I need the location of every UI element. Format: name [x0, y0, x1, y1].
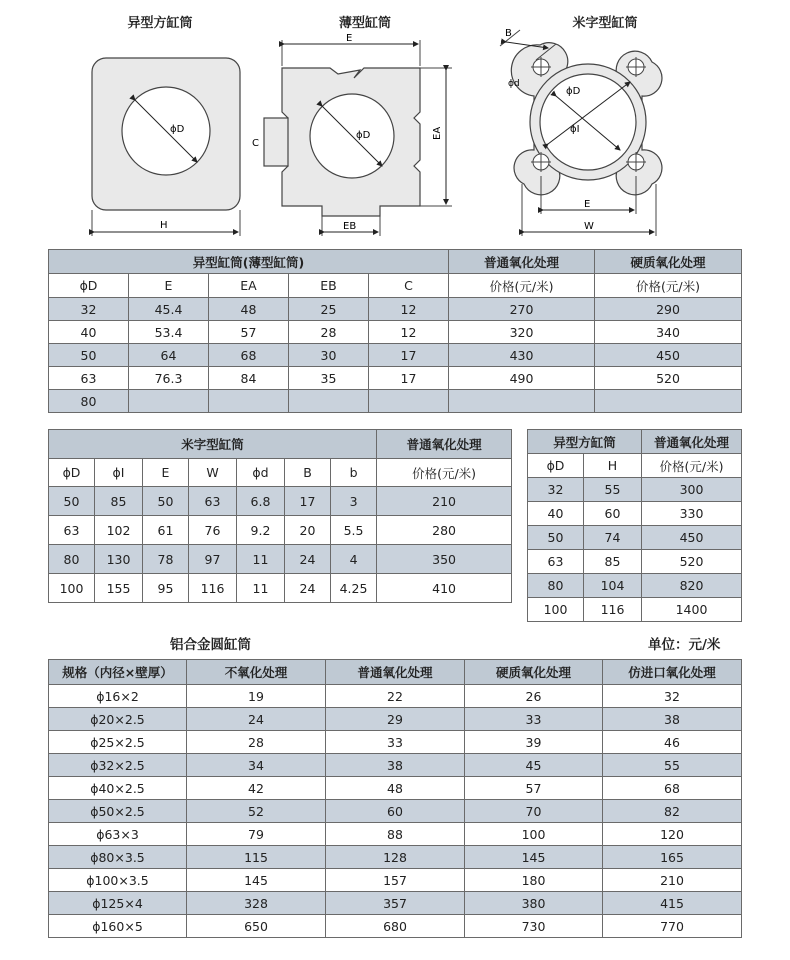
table-cell: 53.4: [129, 321, 209, 344]
square-profile-diagram: [92, 58, 240, 236]
table-cell: 100: [49, 574, 95, 603]
table-row: [528, 526, 742, 550]
table-cell: 80: [528, 574, 584, 598]
table-cell: 730: [465, 915, 603, 938]
table-cell: 97: [189, 545, 237, 574]
table-cell: 30: [289, 344, 369, 367]
column-header: ϕD: [49, 274, 129, 298]
thin-table-price-header-hard: 硬质氧化处理: [595, 250, 742, 274]
thin-diameter-label: ϕD: [356, 130, 371, 141]
column-header: 价格(元/米): [449, 274, 595, 298]
table-cell: 520: [642, 550, 742, 574]
table-cell: 76: [189, 516, 237, 545]
table-cell: ϕ50×2.5: [49, 800, 187, 823]
cylinder-diagrams: [0, 0, 790, 245]
column-header: C: [369, 274, 449, 298]
table-cell: 33: [326, 731, 465, 754]
table-cell: 78: [143, 545, 189, 574]
table-cell: 45.4: [129, 298, 209, 321]
table-cell: 104: [584, 574, 642, 598]
table-cell: ϕ80×3.5: [49, 846, 187, 869]
star-e-label: E: [584, 199, 591, 210]
table-row: [49, 516, 512, 545]
table-cell: 270: [449, 298, 595, 321]
table-cell: ϕ40×2.5: [49, 777, 187, 800]
table-cell: 50: [49, 344, 129, 367]
table-cell: 350: [377, 545, 512, 574]
table-row: [49, 777, 742, 800]
table-cell: [595, 390, 742, 413]
table-row: [49, 321, 742, 344]
table-cell: 9.2: [237, 516, 285, 545]
table-cell: ϕ100×3.5: [49, 869, 187, 892]
table-cell: 430: [449, 344, 595, 367]
star-cylinder-table: [48, 429, 512, 603]
table-cell: 61: [143, 516, 189, 545]
star-small-d-label: ϕd: [508, 79, 520, 89]
square-h-label: H: [160, 220, 168, 231]
table-cell: 60: [326, 800, 465, 823]
table-cell: 40: [49, 321, 129, 344]
thin-eb-label: EB: [343, 221, 357, 232]
star-diameter-label: ϕD: [566, 86, 581, 97]
table-cell: 42: [187, 777, 326, 800]
table-row: [49, 545, 512, 574]
table-row: [528, 574, 742, 598]
table-cell: 180: [465, 869, 603, 892]
table-row: [49, 915, 742, 938]
table-cell: 155: [95, 574, 143, 603]
star-profile-diagram: [500, 28, 662, 236]
table-cell: 60: [584, 502, 642, 526]
column-header: EB: [289, 274, 369, 298]
table-cell: 70: [465, 800, 603, 823]
table-row: [49, 892, 742, 915]
table-cell: 120: [603, 823, 742, 846]
table-cell: [449, 390, 595, 413]
table-cell: 24: [285, 545, 331, 574]
table-cell: 32: [49, 298, 129, 321]
table-cell: 74: [584, 526, 642, 550]
table-cell: 11: [237, 545, 285, 574]
table-cell: 3: [331, 487, 377, 516]
table-cell: 64: [129, 344, 209, 367]
star-b-label: B: [505, 28, 512, 39]
table-cell: 57: [465, 777, 603, 800]
table-cell: [289, 390, 369, 413]
table-cell: 100: [528, 598, 584, 622]
column-header: 硬质氧化处理: [465, 660, 603, 685]
table-cell: 85: [95, 487, 143, 516]
table-cell: 63: [528, 550, 584, 574]
square-table-group-header: 异型方缸筒: [528, 430, 642, 454]
star-i-label: ϕI: [570, 124, 580, 135]
table-row: [49, 390, 742, 413]
table-cell: 38: [326, 754, 465, 777]
table-cell: 450: [642, 526, 742, 550]
table-cell: ϕ63×3: [49, 823, 187, 846]
table-cell: 157: [326, 869, 465, 892]
table-cell: 68: [209, 344, 289, 367]
table-cell: 55: [603, 754, 742, 777]
table-row: [49, 823, 742, 846]
column-header: E: [129, 274, 209, 298]
column-header: B: [285, 459, 331, 487]
column-header: 普通氧化处理: [326, 660, 465, 685]
thin-ea-label: EA: [432, 126, 443, 140]
table-cell: 24: [285, 574, 331, 603]
table-cell: 29: [326, 708, 465, 731]
table-cell: 415: [603, 892, 742, 915]
table-cell: 19: [187, 685, 326, 708]
table-cell: 650: [187, 915, 326, 938]
star-table-price-header: 普通氧化处理: [377, 430, 512, 459]
table-cell: 820: [642, 574, 742, 598]
column-header: H: [584, 454, 642, 478]
star-w-label: W: [584, 221, 594, 232]
round-cylinder-title: 铝合金圆缸筒: [170, 637, 251, 653]
table-cell: ϕ25×2.5: [49, 731, 187, 754]
table-cell: 63: [189, 487, 237, 516]
thin-table-price-header-normal: 普通氧化处理: [449, 250, 595, 274]
table-row: [49, 487, 512, 516]
table-cell: 116: [584, 598, 642, 622]
table-row: [49, 344, 742, 367]
table-cell: 40: [528, 502, 584, 526]
table-row: [49, 800, 742, 823]
table-cell: 490: [449, 367, 595, 390]
table-row: [49, 708, 742, 731]
table-cell: 48: [209, 298, 289, 321]
table-cell: 84: [209, 367, 289, 390]
table-cell: 4.25: [331, 574, 377, 603]
table-cell: 80: [49, 390, 129, 413]
column-header: b: [331, 459, 377, 487]
table-cell: 380: [465, 892, 603, 915]
table-row: [49, 367, 742, 390]
square-diagram-title: 异型方缸筒: [127, 16, 193, 31]
table-row: [49, 754, 742, 777]
table-row: [49, 685, 742, 708]
table-row: [528, 478, 742, 502]
table-cell: 300: [642, 478, 742, 502]
table-cell: 79: [187, 823, 326, 846]
table-cell: [209, 390, 289, 413]
table-cell: 410: [377, 574, 512, 603]
table-cell: [129, 390, 209, 413]
table-cell: 520: [595, 367, 742, 390]
thin-table-group-header: 异型缸筒(薄型缸筒): [49, 250, 449, 274]
table-cell: 85: [584, 550, 642, 574]
table-cell: 145: [465, 846, 603, 869]
thin-e-label: E: [346, 33, 353, 44]
star-diagram-title: 米字型缸筒: [572, 16, 638, 31]
round-cylinder-table: [48, 659, 742, 938]
table-cell: 340: [595, 321, 742, 344]
column-header: ϕD: [528, 454, 584, 478]
table-cell: 57: [209, 321, 289, 344]
table-cell: 82: [603, 800, 742, 823]
table-cell: ϕ125×4: [49, 892, 187, 915]
table-cell: 145: [187, 869, 326, 892]
column-header: W: [189, 459, 237, 487]
table-cell: 55: [584, 478, 642, 502]
table-row: [49, 574, 512, 603]
table-cell: 38: [603, 708, 742, 731]
table-cell: 20: [285, 516, 331, 545]
column-header: EA: [209, 274, 289, 298]
table-cell: 63: [49, 367, 129, 390]
table-cell: 1400: [642, 598, 742, 622]
table-cell: ϕ32×2.5: [49, 754, 187, 777]
table-row: [528, 598, 742, 622]
table-cell: 48: [326, 777, 465, 800]
column-header: ϕd: [237, 459, 285, 487]
table-cell: 26: [465, 685, 603, 708]
table-cell: 39: [465, 731, 603, 754]
table-cell: 320: [449, 321, 595, 344]
table-cell: ϕ20×2.5: [49, 708, 187, 731]
table-cell: ϕ16×2: [49, 685, 187, 708]
thin-cylinder-table: [48, 249, 742, 413]
table-cell: 32: [528, 478, 584, 502]
table-cell: 11: [237, 574, 285, 603]
table-cell: [369, 390, 449, 413]
table-cell: 22: [326, 685, 465, 708]
column-header: E: [143, 459, 189, 487]
thin-diagram-title: 薄型缸筒: [338, 16, 391, 31]
table-cell: 88: [326, 823, 465, 846]
table-cell: 80: [49, 545, 95, 574]
table-cell: 25: [289, 298, 369, 321]
table-cell: 4: [331, 545, 377, 574]
table-cell: 17: [369, 344, 449, 367]
table-cell: 210: [603, 869, 742, 892]
unit-label: 单位：元/米: [648, 637, 721, 653]
column-header: 不氧化处理: [187, 660, 326, 685]
table-cell: 17: [369, 367, 449, 390]
square-diameter-label: ϕD: [170, 124, 185, 135]
table-cell: 770: [603, 915, 742, 938]
table-cell: 116: [189, 574, 237, 603]
thin-c-label: C: [252, 138, 259, 149]
column-header: 价格(元/米): [377, 459, 512, 487]
table-cell: 45: [465, 754, 603, 777]
table-cell: 32: [603, 685, 742, 708]
table-cell: 24: [187, 708, 326, 731]
table-row: [49, 846, 742, 869]
column-header: 规格（内径×壁厚）: [49, 660, 187, 685]
table-cell: 35: [289, 367, 369, 390]
table-cell: 50: [49, 487, 95, 516]
column-header: ϕD: [49, 459, 95, 487]
column-header: 价格(元/米): [642, 454, 742, 478]
table-cell: 102: [95, 516, 143, 545]
table-cell: 63: [49, 516, 95, 545]
table-cell: 28: [187, 731, 326, 754]
table-cell: 12: [369, 298, 449, 321]
thin-profile-diagram: [252, 33, 452, 236]
table-row: [49, 869, 742, 892]
table-cell: 95: [143, 574, 189, 603]
column-header: 仿进口氧化处理: [603, 660, 742, 685]
table-cell: 5.5: [331, 516, 377, 545]
table-cell: 210: [377, 487, 512, 516]
table-row: [528, 550, 742, 574]
table-cell: 46: [603, 731, 742, 754]
table-cell: 76.3: [129, 367, 209, 390]
column-header: 价格(元/米): [595, 274, 742, 298]
table-row: [49, 298, 742, 321]
table-row: [49, 731, 742, 754]
table-cell: 357: [326, 892, 465, 915]
column-header: ϕI: [95, 459, 143, 487]
table-cell: 52: [187, 800, 326, 823]
table-cell: 115: [187, 846, 326, 869]
table-cell: 680: [326, 915, 465, 938]
table-cell: 330: [642, 502, 742, 526]
table-cell: 6.8: [237, 487, 285, 516]
table-cell: 34: [187, 754, 326, 777]
table-cell: 28: [289, 321, 369, 344]
table-cell: 33: [465, 708, 603, 731]
table-row: [528, 502, 742, 526]
table-cell: 328: [187, 892, 326, 915]
table-cell: 450: [595, 344, 742, 367]
table-cell: 68: [603, 777, 742, 800]
table-cell: 100: [465, 823, 603, 846]
table-cell: 50: [143, 487, 189, 516]
table-cell: 165: [603, 846, 742, 869]
table-cell: ϕ160×5: [49, 915, 187, 938]
table-cell: 290: [595, 298, 742, 321]
table-cell: 130: [95, 545, 143, 574]
table-cell: 50: [528, 526, 584, 550]
table-cell: 12: [369, 321, 449, 344]
star-table-group-header: 米字型缸筒: [49, 430, 377, 459]
table-cell: 128: [326, 846, 465, 869]
table-cell: 17: [285, 487, 331, 516]
square-cylinder-table: [527, 429, 742, 622]
table-cell: 280: [377, 516, 512, 545]
square-table-price-header: 普通氧化处理: [642, 430, 742, 454]
